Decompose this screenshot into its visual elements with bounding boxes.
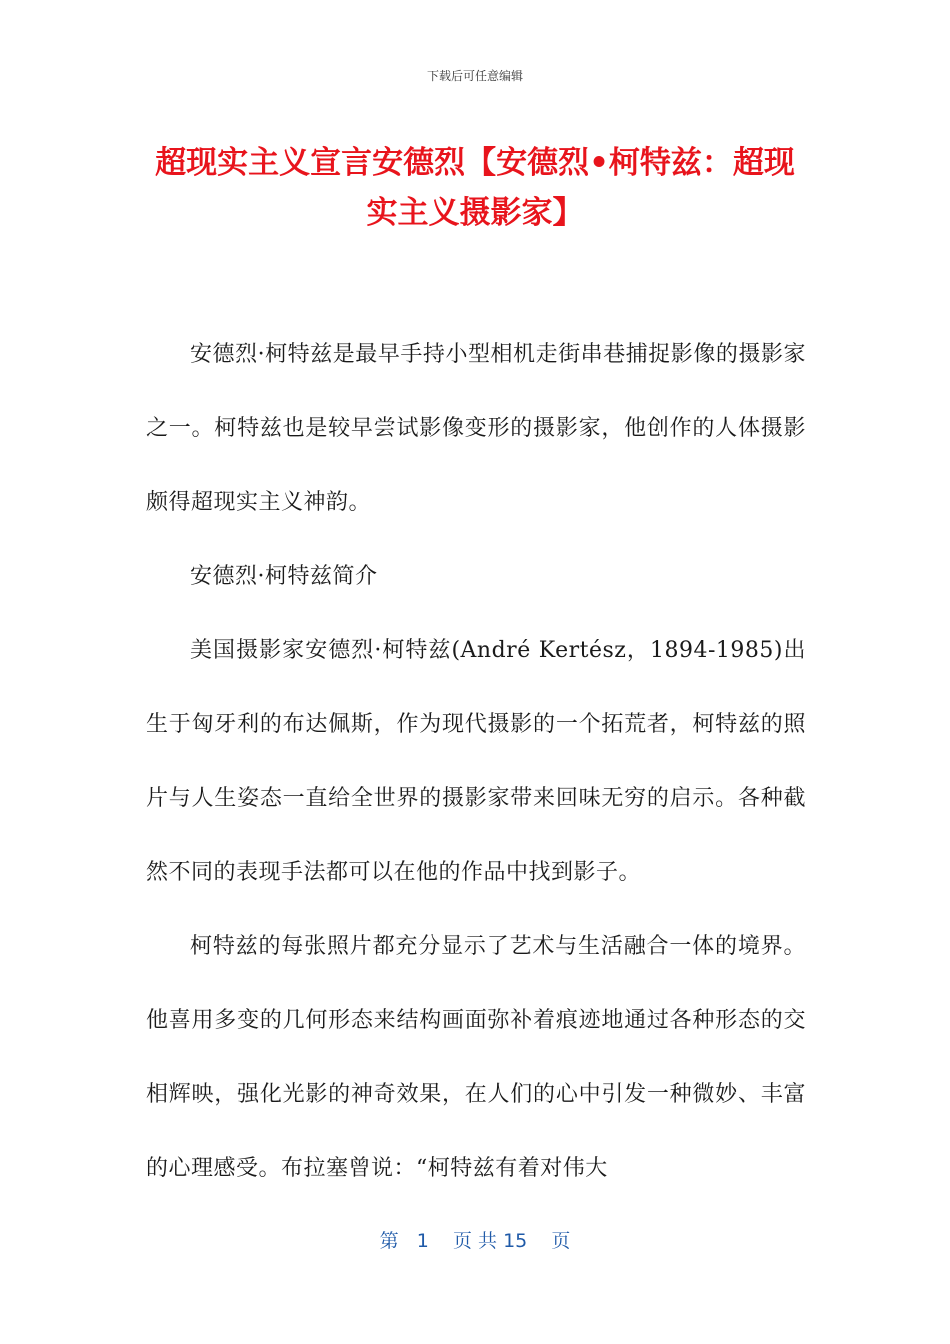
- paragraph-style: 柯特兹的每张照片都充分显示了艺术与生活融合一体的境界。他喜用多变的几何形态来结构画面弥补着痕迹地通过各种形态的交相辉映，强化光影的神奇效果，在人们的心中引发一种微妙、丰富的心理感受。布拉塞曾说：“柯特兹有着对伟大: [146, 934, 806, 1181]
- paragraph-biography: 美国摄影家安德烈·柯特兹(André Kertész，1894-1985)出生于匈牙利的布达佩斯，作为现代摄影的一个拓荒者，柯特兹的照片与人生姿态一直给全世界的摄影家带来回味无穷的启示。各种截然不同的表现手法都可以在他的作品中找到影子。: [146, 638, 806, 885]
- footer-middle: 页 共: [452, 1230, 498, 1252]
- document-title: 超现实主义宣言安德烈【安德烈•柯特兹：超现实主义摄影家】: [155, 145, 795, 231]
- footer-prefix: 第: [379, 1230, 399, 1252]
- footer-page-number: 1: [416, 1230, 429, 1252]
- paragraph-subheading: 安德烈·柯特兹简介: [190, 564, 378, 589]
- page-footer: [0, 1226, 950, 1253]
- header-note: 下载后可任意编辑: [426, 69, 523, 83]
- paragraph-intro: 安德烈·柯特兹是最早手持小型相机走街串巷捕捉影像的摄影家之一。柯特兹也是较早尝试影像变形的摄影家，他创作的人体摄影颇得超现实主义神韵。: [146, 342, 806, 515]
- document-body: [146, 318, 806, 1206]
- footer-total-pages: 15: [503, 1230, 528, 1252]
- footer-suffix: 页: [551, 1230, 571, 1252]
